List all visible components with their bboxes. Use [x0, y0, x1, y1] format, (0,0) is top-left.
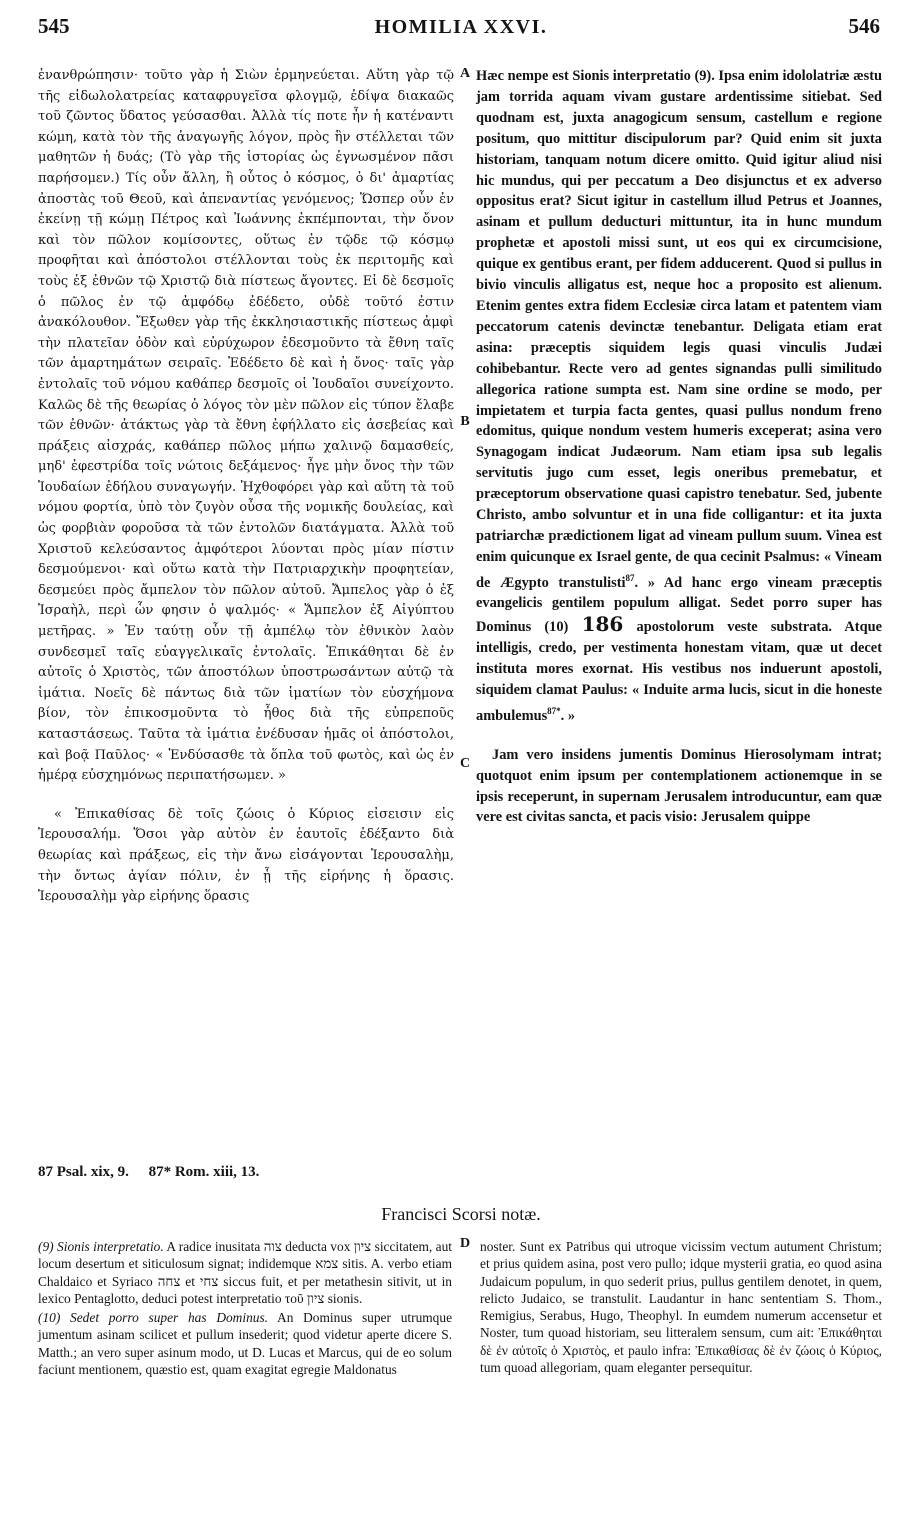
- footnote-ref-87: 87: [625, 572, 635, 583]
- greek-paragraph-2: « Ἐπικαθίσας δὲ τοῖς ζώοις ὁ Κύριος εἰσεισιν εἰς Ἱερουσαλήμ. Ὅσοι γὰρ αὐτὸν ἐν ἑαυτοῖς ἐδέξαντο διὰ θεωρίας καὶ πράξεως, εἰς τὴν ἄνω εἰσάγονται Ἱερουσαλὴμ, τὴν ὄντως ἁγίαν πόλιν, ἐν ᾗ τῆς εἰρήνης ἡ ὅρασις. Ἱερουσαλὴμ γὰρ εἰρήνης ὅρασις: [38, 806, 454, 905]
- greek-paragraph-1: ἐνανθρώπησιν· τοῦτο γὰρ ἡ Σιὼν ἑρμηνεύεται. Αὕτη γὰρ τῷ τῆς εἰδωλολατρείας καταφρυγεῖσα φλογμῷ, ἐδίψα διακαῶς τοῦ ζῶντος ὕδατος γεύσασθαι. Ἀλλὰ τίς ποτε ἦν ἡ κατέναντι κώμη, κατὰ τὸν τῆς ἀναγωγῆς λόγον, πρὸς ἣν στέλλεται τῶν μαθητῶν ἡ δυάς; (Τὸ γὰρ τῆς ἱστορίας ὡς ἐγνωσμένον πᾶσι παρήσομεν.) Τίς οὖν ἄλλη, ἢ οὗτος ὁ κόσμος, ὁ δι' ἁμαρτίας ἀποστὰς τοῦ Θεοῦ, καὶ ἀπεναντίας γενόμενος; Ὥσπερ οὖν ἐν ἐκείνῃ τῇ κώμῃ Πέτρος καὶ Ἰωάννης ἐκπέμπονται, τὴν ὄνον καὶ τὸν πῶλον κομίσοντες, οὕτως ἐν τῷδε τῷ κόσμῳ προφῆται καὶ ἀπόστολοι στέλλονται τοὺς ἐκ περιτομῆς καὶ τοὺς ἐξ ἐθνῶν τῷ Χριστῷ διὰ πίστεως ἄγοντες. Εἰ δὲ δεσμοῖς ὁ πῶλος ἐν τῷ ἀμφόδῳ ἐδέδετο, οὐδὲ τοῦτό ἐστιν ἀνακόλουθον. Ἔξωθεν γὰρ τῆς ἐκκλησιαστικῆς πίστεως ἀμφὶ τὴν πλατεῖαν ὁδὸν καὶ εὐρύχωρον ἐδεσμοῦντο τὰ ἔθνη ταῖς τῶν ἁμαρτημάτων σειραῖς. Ἐδέδετο δὲ καὶ ἡ ὄνος· ταῖς γὰρ ἐντολαῖς τοῦ νόμου καθάπερ δεσμοῖς οἱ Ἰουδαῖοι συνείχοντο. Καλῶς δὲ τῆς θεωρίας ὁ λόγος τὸν μὲν πῶλον εἰς τύπον ἔλαβε τῶν ἐθνῶν· ἀτάκτως γὰρ τὰ ἔθνη ἐφήλλατο εἰς ἀσεβείας καὶ πράξεις αἰσχράς, καθάπερ πῶλος μήπω χαλινῷ δαμασθείς, μηδ' ἐφεστρίδα τοῖς νώτοις δεξάμενος· ἦγε μὴν ὄνος τὴν τῶν Ἰουδαίων ἐδήλου συναγωγήν. Ἠχθοφόρει γὰρ καὶ αὕτη τὰ τοῦ νόμου φορτία, ὑπὸ τὸν ζυγὸν οὖσα τῆς νομικῆς δουλείας, καὶ ὡς φορβιὰν φοροῦσα τὰ τῶν ἐντολῶν διατάγματα. Ἀλλὰ τοῦ Χριστοῦ κελεύσαντος ἀμφότεροι λύονται πρὸς μίαν πίστιν δεσμούμενοι· καὶ οὕτω κατὰ τὴν Πατριαρχικὴν προφητείαν, δεσμεύει πρὸς ἄμπελον τὸν πῶλον αὐτοῦ. Ἄμπελος γὰρ ὁ ἐξ Ἰσραὴλ, περὶ ὧν φησιν ὁ ψαλμός· « Ἄμπελον ἐξ Αἰγύπτου μετῆρας. » Ἐν ταύτῃ οὖν τῇ ἀμπέλῳ τὸν ἐθνικὸν λαὸν συνδεσμεῖ ταῖς εὐαγγελικαῖς ἐντολαῖς. Ἐπικάθηται δὲ ἐν αὐτοῖς ὁ Χριστὸς, τῶν ἀποστόλων ὑποστρωσάντων αὐτῷ τὰ ἱμάτια. Νοεῖς δὲ πάντως διὰ τῶν ἱματίων τὸν εὐσχήμονα βίον, τὸν ἐπικοσμοῦντα τὸ ἦθος διὰ τῆς εὐπρεποῦς καταστάσεως. Ταῦτα τὰ ἱμάτια ἐνέδυσαν ἡμᾶς οἱ ἀπόστολοι, καὶ βοᾷ Παῦλος· « Ἐνδύσασθε τὰ ὅπλα τοῦ φωτὸς, καὶ ὡς ἐν ἡμέρᾳ εὐσχημόνως περιπατήσωμεν. »: [38, 68, 454, 784]
- latin-column: [476, 66, 882, 828]
- footnote-1: 87 Psal. xix, 9.: [38, 1164, 129, 1180]
- margin-marker-d: D: [459, 1236, 471, 1251]
- page-number-left: 545: [38, 14, 70, 38]
- latin-text-c: apostolorum veste substrata. Atque intelligis, credo, per vestimenta honestam vitam, quæ ut decet instituta mores exornat. His vestibus nos induerunt apostoli, siquidem clamat Paulus: « Induite arma lucis, sicut in die honeste ambulemus: [476, 619, 882, 724]
- note-10-continued: noster. Sunt ex Patribus qui utroque vicissim vectum autument Christum; et prius quidem asina, post vero pullo; idque mysterii gratia, eo quod asina Judaicum populum, in quo sederit prius, pullus gentilem denotet, in quem, relicto Judaico, se transtulit. Laudantur in hanc sententiam S. Thom., Remigius, Serabus, Hugo, Theophyl. In eumdem numerum accensetur et Noster, tum quoad historiam, seu litteralem sensum, cum ait: Ἐπικάθηται δὲ ἐν αὐτοῖς ὁ Χριστὸς, et paulo infra: Ἐπικαθίσας δὲ ἐν ζώοις ὁ Κύριος, tum quoad allegoriam, quam eleganter persequitur.: [480, 1239, 882, 1376]
- running-title: HOMILIA XXVI.: [374, 16, 548, 38]
- notes-left-column: [38, 1238, 452, 1378]
- notes-title: Francisci Scorsi notæ.: [381, 1204, 541, 1224]
- margin-marker-a: A: [459, 66, 471, 81]
- margin-marker-b: B: [460, 414, 470, 429]
- margin-marker-c: C: [459, 756, 471, 771]
- note-10-text: An Dominus super utrumque jumentum asinam scilicet et pullum insederit; quod videtur aperte dicere S. Matth.; an vero super asinum modo, ut D. Lucas et Marcus, qui de eo solum faciunt mentionem, quæstio est, quam exagitat egregie Maldonatus: [38, 1310, 453, 1378]
- inline-page-number: 186: [581, 612, 624, 637]
- footnote-2: 87* Rom. xiii, 13.: [148, 1164, 260, 1180]
- latin-paragraph-2: Jam vero insidens jumentis Dominus Hierosolymam intrat; quotquot enim ipsum per contemplationem actionemque in se ipsis receperunt, in supernam Jerusalem introducuntur, eam quæ vere est civitas sancta, et pacis visio: Jerusalem quippe: [476, 746, 882, 826]
- greek-column: [38, 66, 454, 908]
- latin-text-b: . » Ad hanc ergo vineam præceptis evangelicis gentilem populum alligat. Sedet porro super has Dominus (10): [476, 574, 882, 636]
- footnote-ref-87b: 87*: [547, 705, 561, 716]
- note-9-label: (9) Sionis interpretatio.: [38, 1239, 164, 1254]
- note-10-label: (10) Sedet porro super has Dominus.: [38, 1310, 269, 1326]
- note-9: [38, 1238, 452, 1307]
- footnotes: [38, 1164, 454, 1181]
- latin-paragraph-1: [476, 66, 882, 727]
- page-number-right: 546: [848, 14, 880, 38]
- note-9-text: A radice inusitata צוה deducta vox ציון siccitatem, aut locum desertum et siticulosum signat; indidemque צמא sitis. A. verbo etiam Chaldaico et Syriaco צחה et צחי siccus fuit, et per metathesin sitivit, ut in lexico Pentaglotto, deduci potest interpretatio τοῦ ציון sionis.: [38, 1239, 453, 1306]
- note-10: [38, 1309, 452, 1378]
- page-header: [0, 10, 922, 46]
- latin-text-a: Hæc nempe est Sionis interpretatio (9). Ipsa enim idololatriæ æstu jam torrida aquam vivam gustare ardentissime sitiebat. Sed quodnam est, juxta anagogicum sensum, castellum e regione positum, quo mittitur discipulorum par? Quid enim sit juxta historiam, tanquam notum dicere omitto. Quid igitur aliud nisi hic mundus, qui per peccatum a Deo disjunctus et ex adverso oppositus erat? Sicut igitur in castellum illud Petrus et Joannes, asinam et pullum deducturi mittuntur, ita in hunc mundum prophetæ et apostoli missi sunt, ut eos qui ex circumcisione, quique ex gentibus erant, per fidem adducerent. Quod si pullus in bivio vinculis alligatus est, neque hoc a proposito est alienum. Etenim gentes extra fidem Ecclesiæ circa latam et patentem viam peccatorum catenis devinctæ tenebantur. Deligata etiam erat asina: præceptis siquidem legis quasi vinculis Judæi cohibebantur. Recte vero ad gentes signandas pulli similitudo allegorica ratione sumpta est. Nam sine ordine se modo, per impietatem et turpia facta gentes, quasi pullus nondum freno edomitus, quique nondum vestem humeris exceperat; asina vero Synagogam indicat Judæorum. Nam etiam ipsa sub legalis servitutis jugo cum esset, legis oneribus premebatur, et præceptorum observatione quasi capistro tenebatur. Sed, jubente Christo, ambo solvuntur et in una fide colligantur: et ita juxta patriarchæ prædictionem ligat ad vineam pullum suum. Vinea est enim quicunque ex Israel gente, de qua cecinit Psalmus: « Vineam de Ægypto transtulisti: [476, 68, 882, 591]
- notes-right-column: [480, 1238, 882, 1376]
- latin-text-d: . »: [560, 707, 576, 724]
